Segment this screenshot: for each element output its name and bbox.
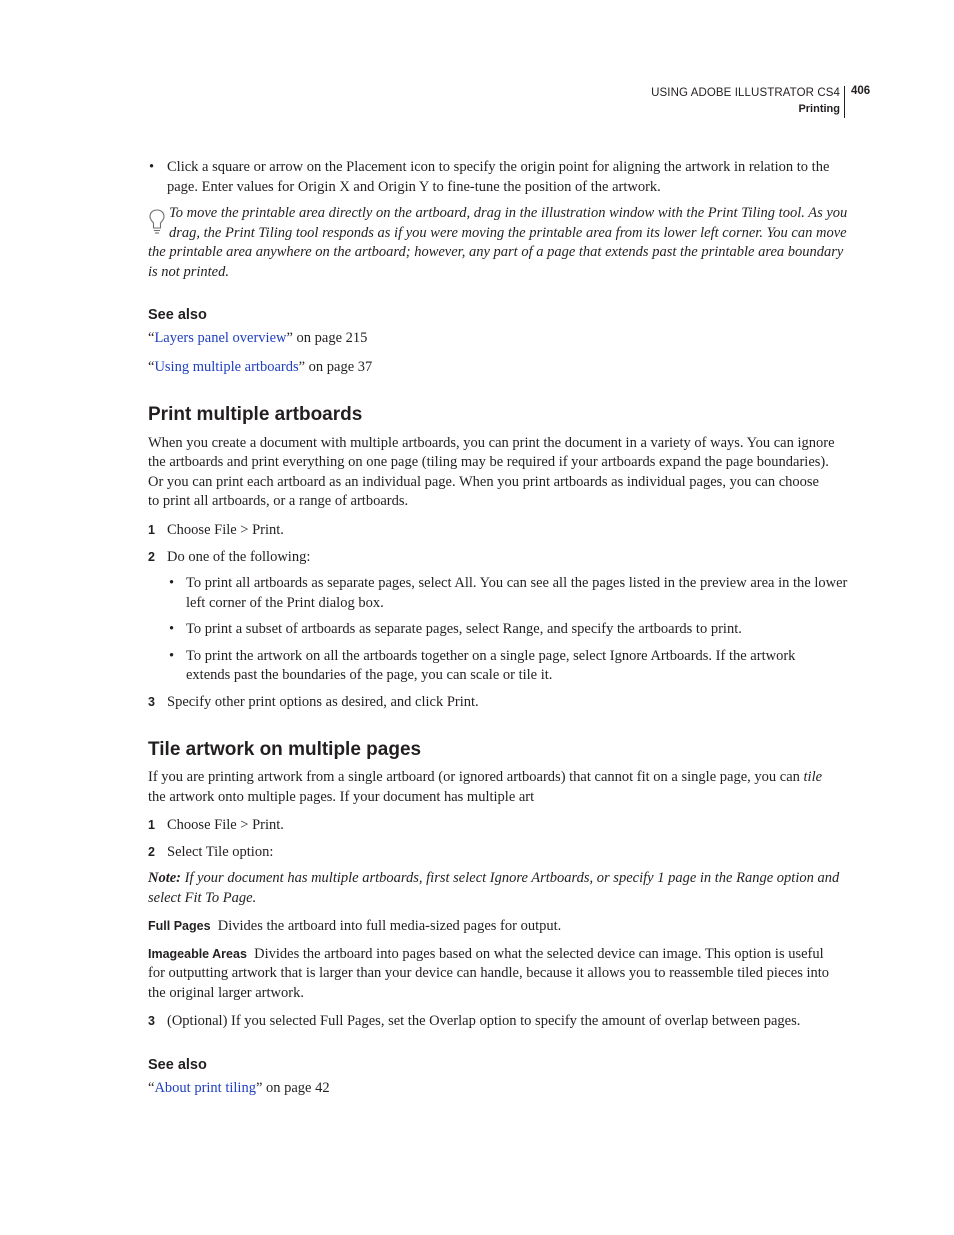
see-also-link-row: “Using multiple artboards” on page 37: [148, 359, 373, 375]
step-number: 3: [148, 1014, 155, 1028]
sub-bullet-text: To print the artwork on all the artboards together on a single page, select Ignore Artboards. If the artwork: [186, 648, 796, 664]
sub-bullet-text: To print a subset of artboards as separate pages, select Range, and specify the artboards to print.: [186, 621, 742, 637]
bullet-dot: •: [169, 621, 175, 637]
link-using-multiple-artboards[interactable]: Using multiple artboards: [154, 359, 299, 375]
term-imageable-areas: Imageable Areas: [148, 947, 247, 961]
tip-line3: the printable area anywhere on the artboard; however, any part of a page that extends past the printable area boundary: [148, 244, 844, 260]
step-number: 2: [148, 550, 155, 564]
definition-imageable-areas: Imageable Areas Divides the artboard into pages based on what the selected device can image. This option is useful: [148, 946, 824, 962]
step-number: 1: [148, 523, 155, 537]
step-text: (Optional) If you selected Full Pages, set the Overlap option to specify the amount of overlap between pages.: [167, 1013, 801, 1029]
definition-full-pages: Full Pages Divides the artboard into full media-sized pages for output.: [148, 918, 562, 934]
section-heading-tile-artwork: Tile artwork on multiple pages: [148, 739, 422, 760]
lightbulb-icon: [148, 208, 166, 236]
term-full-pages: Full Pages: [148, 919, 211, 933]
tile-para-line2: the artwork onto multiple pages. If your document has multiple art: [148, 789, 535, 805]
step-text: Choose File > Print.: [167, 522, 284, 538]
print-para-line2: the artboards and print everything on one page (tiling may be required if your artboards expand the page boundaries).: [148, 454, 829, 470]
print-para-line4: to print all artboards, or a range of artboards.: [148, 493, 409, 509]
running-header-title: USING ADOBE ILLUSTRATOR CS4: [651, 87, 840, 99]
step-text: Specify other print options as desired, and click Print.: [167, 694, 479, 710]
bullet-dot: •: [169, 575, 175, 591]
print-para-line1: When you create a document with multiple artboards, you can print the document in a variety of ways. You can ignore: [148, 435, 835, 451]
step-text: Do one of the following:: [167, 549, 311, 565]
imageable-line2: for outputting artwork that is larger than your device can handle, because it allows you to reassemble tiled pieces into: [148, 965, 830, 981]
sub-bullet-text: To print all artboards as separate pages, select All. You can see all the pages listed in the preview area in the lower: [186, 575, 848, 591]
intro-bullet-line1: Click a square or arrow on the Placement icon to specify the origin point for aligning the artwork in relation to the: [167, 159, 830, 175]
bullet-dot: •: [169, 648, 175, 664]
step-text: Choose File > Print.: [167, 817, 284, 833]
step-text: Select Tile option:: [167, 844, 274, 860]
intro-bullet-line2: page. Enter values for Origin X and Origin Y to fine-tune the position of the artwork.: [167, 179, 661, 195]
tip-line4: is not printed.: [148, 264, 229, 280]
bullet-dot: •: [149, 159, 155, 175]
section-heading-print-multiple-artboards: Print multiple artboards: [148, 404, 363, 425]
tile-para-line1: If you are printing artwork from a single artboard (or ignored artboards) that cannot fit on a single page, you can tile: [148, 769, 823, 785]
tip-line2: drag, the Print Tiling tool responds as if you were moving the printable area from its lower left corner. You can move: [169, 225, 847, 241]
imageable-line3: the original larger artwork.: [148, 985, 304, 1001]
see-also-heading: See also: [148, 307, 207, 323]
page-number: 406: [851, 85, 871, 97]
sub-bullet-text: left corner of the Print dialog box.: [186, 595, 384, 611]
see-also-link-row: “Layers panel overview” on page 215: [148, 330, 368, 346]
see-also-link-row: “About print tiling” on page 42: [148, 1080, 330, 1096]
step-number: 1: [148, 818, 155, 832]
tip-line1: To move the printable area directly on the artboard, drag in the illustration window with the Print Tiling tool. As you: [169, 205, 848, 221]
sub-bullet-text: extends past the boundaries of the page, you can scale or tile it.: [186, 667, 553, 683]
step-number: 3: [148, 695, 155, 709]
note-line2: select Fit To Page.: [148, 890, 257, 906]
note-line1: Note: If your document has multiple artboards, first select Ignore Artboards, or specify 1 page in the Range option and: [148, 870, 840, 886]
running-header-section: Printing: [798, 103, 840, 115]
print-para-line3: Or you can print each artboard as an individual page. When you print artboards as individual pages, you can choose: [148, 474, 819, 490]
header-divider: [844, 86, 845, 118]
link-layers-panel-overview[interactable]: Layers panel overview: [154, 330, 287, 346]
link-about-print-tiling[interactable]: About print tiling: [154, 1080, 256, 1096]
step-number: 2: [148, 845, 155, 859]
see-also-heading: See also: [148, 1057, 207, 1073]
